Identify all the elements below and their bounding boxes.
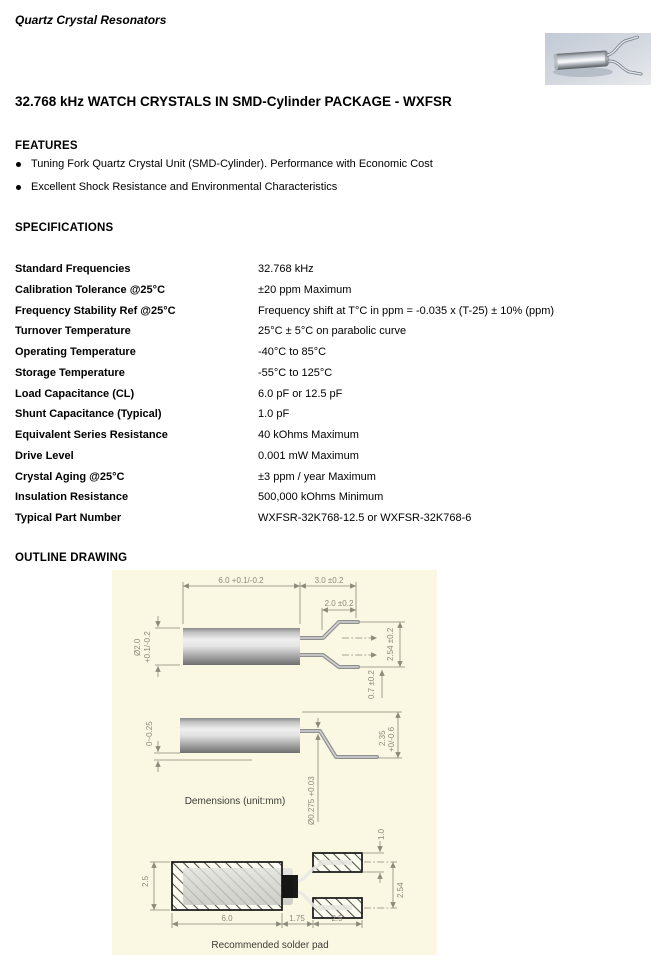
dim-land-width: 1.0 <box>377 828 386 840</box>
ghost-lead-tip-top <box>318 860 352 865</box>
specifications-table <box>15 259 645 529</box>
cylinder-side-view <box>180 718 300 753</box>
spec-label: Drive Level <box>15 449 74 462</box>
outline-drawing-svg <box>112 570 437 955</box>
spec-label: Turnover Temperature <box>15 325 131 338</box>
spec-value: 25°C ± 5°C on parabolic curve <box>258 325 407 338</box>
spec-row <box>15 487 645 508</box>
spec-value: 6.0 pF or 12.5 pF <box>258 387 343 400</box>
spec-row <box>15 342 645 363</box>
bullet-icon <box>16 185 21 190</box>
lead-top <box>300 622 358 638</box>
feature-text: Tuning Fork Quartz Crystal Unit (SMD-Cylinder). Performance with Economic Cost <box>31 158 433 170</box>
feature-item <box>15 158 635 181</box>
spec-label: Shunt Capacitance (Typical) <box>15 408 162 421</box>
crystal-photo <box>545 33 651 85</box>
dim-tip-offset: 0.7 ±0.2 <box>367 670 376 699</box>
spec-row <box>15 280 645 301</box>
outline-drawing-panel <box>112 570 437 955</box>
brand-header: Quartz Crystal Resonators <box>15 13 167 27</box>
ghost-crystal-stub <box>282 875 298 898</box>
spec-value: -55°C to 125°C <box>258 366 333 379</box>
page-title: 32.768 kHz WATCH CRYSTALS IN SMD-Cylinder PACKAGE - WXFSR <box>15 94 452 109</box>
dim-standoff: 0~0.25 <box>145 721 154 746</box>
spec-row <box>15 425 645 446</box>
spec-label: Storage Temperature <box>15 366 125 379</box>
dim-body-length: 6.0 +0.1/-0.2 <box>218 576 264 585</box>
spec-row <box>15 446 645 467</box>
spec-label: Typical Part Number <box>15 512 122 524</box>
unit-note: Demensions (unit:mm) <box>184 796 286 807</box>
spec-row <box>15 508 645 529</box>
dim-lead-length: 3.0 ±0.2 <box>314 576 344 585</box>
ghost-lead-tip-bottom <box>318 905 352 910</box>
spec-value: ±3 ppm / year Maximum <box>258 470 376 483</box>
dim-tip-pitch: 2.54 ±0.2 <box>386 627 395 661</box>
dim-pad-length: 6.0 <box>221 914 233 923</box>
spec-label: Load Capacitance (CL) <box>15 387 135 400</box>
dim-tip-length: 2.0 ±0.2 <box>324 599 354 608</box>
spec-row <box>15 259 645 280</box>
solder-pad-caption: Recommended solder pad <box>211 940 329 951</box>
spec-row <box>15 384 645 405</box>
spec-label: Equivalent Series Resistance <box>15 429 168 441</box>
spec-value: 500,000 kOhms Minimum <box>258 491 384 504</box>
dim-pad-width: 2.5 <box>141 875 150 887</box>
spec-value: 1.0 pF <box>258 408 290 421</box>
spec-label: Standard Frequencies <box>15 263 131 275</box>
feature-item <box>15 181 635 204</box>
spec-row <box>15 363 645 384</box>
bullet-icon <box>16 162 21 167</box>
dim-land-length: 2.5 <box>331 914 343 923</box>
lead-bottom <box>300 655 358 667</box>
spec-value: 32.768 kHz <box>258 263 314 275</box>
spec-row <box>15 467 645 488</box>
outline-heading: OUTLINE DRAWING <box>15 552 128 564</box>
spec-value: -40°C to 85°C <box>258 346 327 358</box>
dim-diameter: Ø2.0 <box>133 638 142 656</box>
spec-label: Calibration Tolerance @25°C <box>15 283 166 296</box>
side-view-drawing <box>145 712 402 825</box>
solder-pad-drawing <box>141 828 405 951</box>
spec-label: Operating Temperature <box>15 346 136 358</box>
spec-row <box>15 301 645 322</box>
lead-side <box>300 731 377 757</box>
spec-value: 40 kOhms Maximum <box>258 429 359 441</box>
specifications-heading: SPECIFICATIONS <box>15 222 114 234</box>
spec-label: Insulation Resistance <box>15 491 129 504</box>
top-view-drawing <box>133 576 405 699</box>
spec-row <box>15 404 645 425</box>
dim-height-tol: +0/-0.6 <box>387 726 396 752</box>
spec-value: 0.001 mW Maximum <box>258 449 359 462</box>
dim-pad-gap: 1.75 <box>289 914 305 923</box>
spec-label: Crystal Aging @25°C <box>15 470 125 483</box>
spec-value: WXFSR-32K768-12.5 or WXFSR-32K768-6 <box>258 512 472 524</box>
cylinder-top-view <box>183 628 300 665</box>
crystal-photo-image <box>545 33 651 85</box>
features-heading: FEATURES <box>15 140 78 152</box>
ghost-crystal-body <box>183 868 293 905</box>
feature-text: Excellent Shock Resistance and Environmental Characteristics <box>31 181 338 193</box>
spec-value: ±20 ppm Maximum <box>258 283 352 296</box>
spec-row <box>15 321 645 342</box>
spec-value: Frequency shift at T°C in ppm = -0.035 x (T-25) ± 10% (ppm) <box>258 304 555 317</box>
dim-diameter-tol: +0.1/-0.2 <box>143 631 152 663</box>
spec-label: Frequency Stability Ref @25°C <box>15 304 176 317</box>
dim-lead-diameter: Ø0.275 +0.03 <box>307 776 316 825</box>
dim-height: 2.35 <box>378 730 387 746</box>
features-list <box>15 158 635 204</box>
dim-pad-pitch: 2.54 <box>396 882 405 898</box>
